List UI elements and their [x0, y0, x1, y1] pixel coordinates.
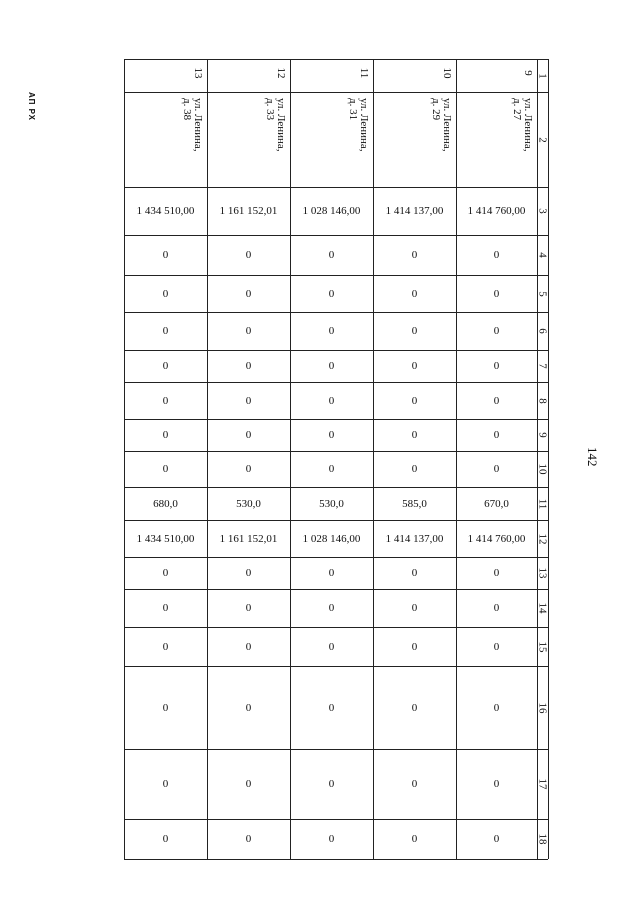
grid-vline: [537, 59, 538, 859]
table-cell: 1 414 760,00: [467, 532, 526, 545]
table-cell: 0: [328, 640, 335, 653]
table-cell: 0: [411, 833, 418, 845]
table-cell: 0: [493, 833, 500, 845]
table-cell: 0: [245, 778, 252, 790]
table-cell: 0: [411, 701, 418, 714]
row-address: ул. Ленина, д. 29: [430, 98, 453, 152]
table-cell: 0: [493, 567, 500, 579]
table-cell: 0: [493, 360, 500, 372]
table-cell: 0: [411, 463, 418, 475]
column-number: 10: [536, 463, 549, 475]
page-number: 142: [585, 447, 600, 467]
table-cell: 0: [245, 602, 252, 614]
table-cell: 0: [493, 287, 500, 300]
table-cell: 0: [328, 429, 335, 441]
table-cell: 530,0: [319, 497, 344, 510]
column-number: 1: [536, 72, 549, 79]
table-cell: 0: [162, 394, 169, 407]
column-number: 12: [536, 533, 549, 544]
table-cell: 0: [245, 394, 252, 407]
table-cell: 0: [493, 640, 500, 653]
grid-hline: [124, 859, 548, 860]
column-number: 5: [536, 290, 549, 297]
table-cell: 0: [162, 701, 169, 714]
table-cell: 0: [411, 429, 418, 441]
table-cell: 0: [411, 640, 418, 653]
table-cell: 0: [493, 429, 500, 441]
table-cell: 0: [328, 394, 335, 407]
table-cell: 0: [411, 360, 418, 372]
table-cell: 0: [411, 287, 418, 300]
table-cell: 0: [493, 778, 500, 790]
table-cell: 0: [493, 463, 500, 475]
table-cell: 0: [493, 249, 500, 261]
table-cell: 0: [162, 429, 169, 441]
table-cell: 0: [411, 567, 418, 579]
column-number: 11: [536, 498, 549, 509]
column-number: 17: [536, 778, 549, 790]
table-cell: 0: [162, 640, 169, 653]
column-number: 6: [536, 328, 549, 334]
column-number: 14: [536, 602, 549, 614]
table-cell: 0: [411, 394, 418, 407]
table-cell: 0: [328, 567, 335, 579]
row-address: ул. Ленина, д. 33: [264, 98, 287, 152]
row-number: 10: [441, 67, 453, 79]
table-cell: 0: [328, 360, 335, 372]
table-cell: 1 434 510,00: [136, 205, 195, 217]
table-cell: 0: [411, 778, 418, 790]
table-cell: 0: [328, 463, 335, 475]
row-number: 9: [522, 70, 534, 76]
row-address: ул. Ленина, д. 27: [511, 98, 534, 152]
table-cell: 0: [245, 640, 252, 653]
data-table: [124, 59, 548, 859]
table-cell: 1 028 146,00: [302, 532, 361, 545]
table-cell: 0: [162, 778, 169, 790]
table-cell: 1 414 137,00: [385, 532, 444, 545]
table-cell: 0: [411, 325, 418, 337]
table-cell: 0: [411, 249, 418, 261]
table-cell: 0: [493, 602, 500, 614]
table-cell: 0: [162, 567, 169, 579]
column-number: 15: [536, 641, 549, 652]
table-cell: 0: [328, 602, 335, 614]
table-cell: 0: [245, 360, 252, 372]
table-cell: 0: [162, 287, 169, 300]
table-cell: 0: [162, 360, 169, 372]
column-number: 9: [536, 432, 549, 438]
table-cell: 670,0: [484, 497, 509, 510]
table-cell: 0: [328, 833, 335, 845]
table-cell: 0: [493, 701, 500, 714]
table-cell: 0: [162, 602, 169, 614]
table-cell: 0: [411, 602, 418, 614]
column-number: 13: [536, 567, 549, 579]
table-cell: 530,0: [236, 497, 261, 510]
table-cell: 1 028 146,00: [302, 205, 361, 217]
table-cell: 0: [245, 701, 252, 714]
table-cell: 1 161 152,01: [219, 205, 278, 217]
row-address: ул. Ленина, д. 38: [181, 98, 204, 152]
table-cell: 0: [245, 463, 252, 475]
column-number: 16: [536, 702, 549, 713]
row-number: 11: [358, 67, 370, 79]
table-cell: 1 414 760,00: [467, 205, 526, 217]
grid-vline: [548, 59, 549, 859]
table-cell: 0: [162, 833, 169, 845]
table-cell: 0: [328, 778, 335, 790]
table-cell: 0: [328, 325, 335, 337]
column-number: 4: [536, 252, 549, 258]
table-cell: 680,0: [153, 497, 178, 510]
table-cell: 0: [245, 567, 252, 579]
column-number: 7: [536, 363, 549, 369]
row-address: ул. Ленина, д. 31: [347, 98, 370, 152]
table-cell: 0: [245, 833, 252, 845]
table-cell: 0: [328, 701, 335, 714]
table-cell: 0: [162, 463, 169, 475]
column-number: 3: [536, 208, 549, 214]
table-cell: 585,0: [402, 497, 427, 510]
table-cell: 0: [245, 429, 252, 441]
table-cell: 0: [328, 287, 335, 300]
row-number: 13: [192, 67, 204, 79]
corner-code: АП РХ: [27, 92, 36, 122]
grid-hline: [124, 59, 548, 60]
table-cell: 0: [245, 287, 252, 300]
table-cell: 0: [328, 249, 335, 261]
grid-hline: [124, 92, 548, 93]
table-cell: 0: [162, 249, 169, 261]
row-number: 12: [275, 67, 287, 79]
table-cell: 1 434 510,00: [136, 532, 195, 545]
table-cell: 0: [245, 249, 252, 261]
table-cell: 0: [162, 325, 169, 337]
column-number: 8: [536, 397, 549, 404]
table-cell: 1 161 152,01: [219, 532, 278, 545]
table-cell: 1 414 137,00: [385, 205, 444, 217]
column-number: 2: [536, 136, 549, 143]
table-cell: 0: [245, 325, 252, 337]
table-cell: 0: [493, 325, 500, 337]
table-cell: 0: [493, 394, 500, 407]
column-number: 18: [536, 833, 549, 845]
